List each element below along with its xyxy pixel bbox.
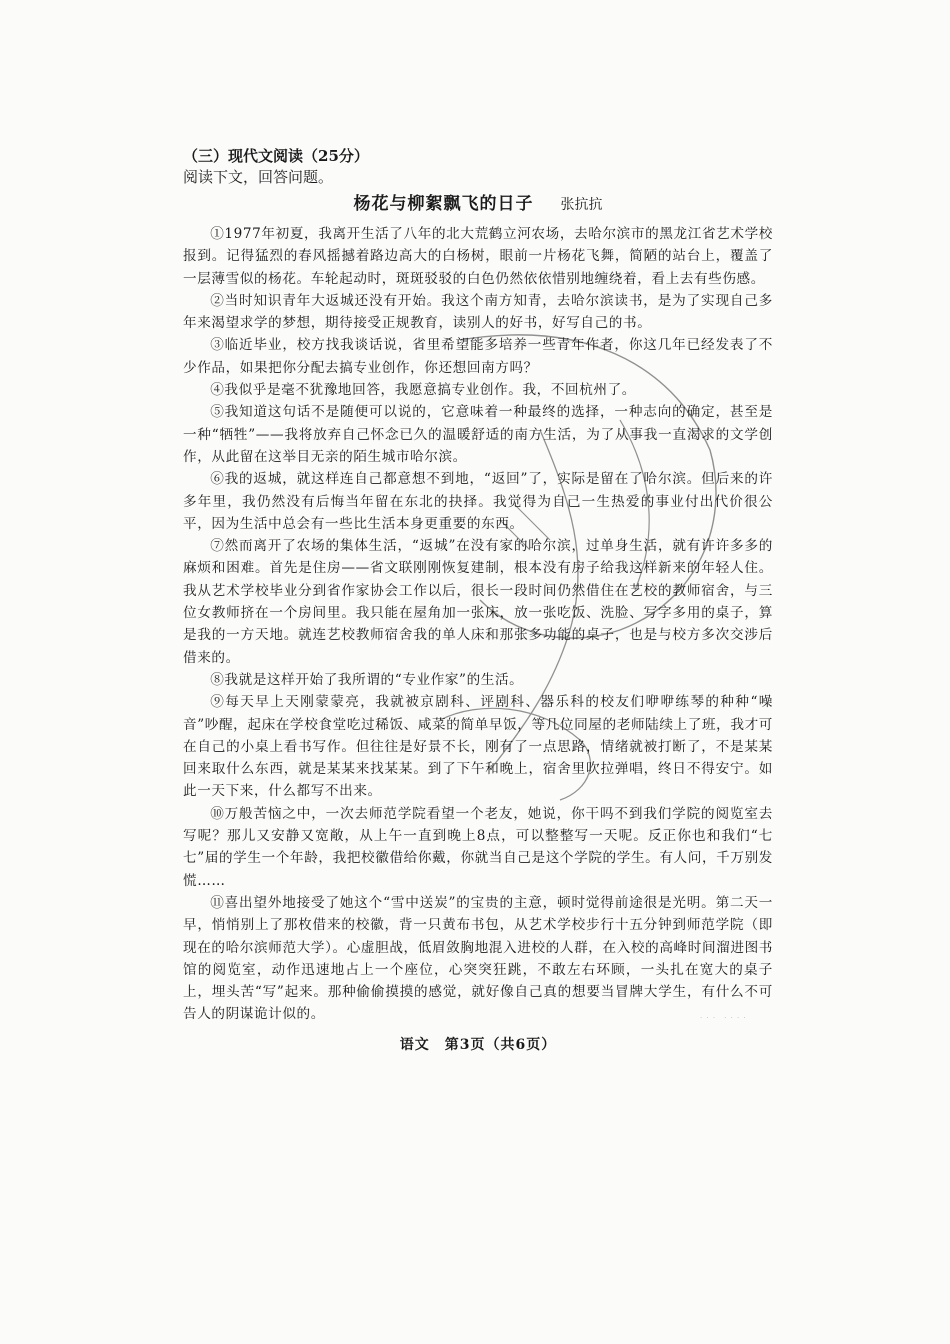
paragraph-2: ②当时知识青年大返城还没有开始。我这个南方知青，去哈尔滨读书，是为了实现自己多年来渴望求学的梦想，期待接受正规教育，读别人的好书，好写自己的书。 — [183, 292, 773, 332]
paragraph-3: ③临近毕业，校方找我谈话说，省里希望能多培养一些青年作者，你这几年已经发表了不少作品，如果把你分配去搞专业创作，你还想回南方吗？ — [183, 337, 773, 376]
paragraph-5: ⑤我知道这句话不是随便可以说的，它意味着一种最终的选择，一种志向的确定，甚至是一种“牺牲”——我将放弃自己怀念已久的温暖舒适的南方生活，为了从事我一直渴求的文学创作，从此留在这举目无亲的陌生城市哈尔滨。 — [183, 404, 773, 465]
paragraph-8: ⑧我就是这样开始了我所谓的“专业作家”的生活。 — [210, 671, 524, 688]
paragraph-9: ⑨每天早上天刚蒙蒙亮，我就被京剧科、评剧科、器乐科的校友们咿咿练琴的种种“噪音”吵醒，起床在学校食堂吃过稀饭、咸菜的简单早饭，等几位同屋的老师陆续上了班，我才可在自己的小桌上看书写作。但往往是好景不长，刚有了一点思路，情绪就被打断了，不是某某回来取什么东西，就是某某来找某某。到了下午和晚上，宿舍里吹拉弹唱，终日不得安宁。如此一天下来，什么都写不出来。 — [183, 694, 773, 800]
article-author: 张抗抗 — [560, 197, 603, 213]
reading-section — [183, 146, 773, 1053]
article-header — [183, 192, 773, 217]
paragraph-1: ①1977年初夏，我离开生活了八年的北大荒鹤立河农场，去哈尔滨市的黑龙江省艺术学校报到。记得猛烈的春风摇撼着路边高大的白杨树，眼前一片杨花飞舞，简陋的站台上，覆盖了一层薄雪似的杨花。车轮起动时，斑斑驳驳的白色仍然依依惜别地缠绕着，看上去有些伤感。 — [183, 226, 773, 287]
article-title: 杨花与柳絮飘飞的日子 — [353, 194, 534, 214]
section-instruction: 阅读下文，回答问题。 — [183, 168, 334, 186]
paragraph-10: ⑩万般苦恼之中，一次去师范学院看望一个老友，她说，你干吗不到我们学院的阅览室去写呢？那儿又安静又宽敞，从上午一直到晚上8点，可以整整写一天呢。反正你也和我们“七七”届的学生一个年龄，我把校徽借给你戴，你就当自己是这个学院的学生。有人问，千万别发慌…… — [183, 805, 773, 889]
paragraph-6: ⑥我的返城，就这样连自己都意想不到地，“返回”了，实际是留在了哈尔滨。但后来的许多年里，我仍然没有后悔当年留在东北的抉择。我觉得为自己一生热爱的事业付出代价很公平，因为生活中总会有一些比生活本身更重要的东西。 — [183, 471, 773, 532]
page-footer: 语文 第3页（共6页） — [399, 1037, 557, 1053]
section-heading: （三）现代文阅读（25分） — [183, 147, 369, 165]
paragraph-4: ④我似乎是毫不犹豫地回答，我愿意搞专业创作。我，不回杭州了。 — [210, 382, 636, 399]
paragraph-7: ⑦然而离开了农场的集体生活，“返城”在没有家的哈尔滨，过单身生活，就有许许多多的麻烦和困难。首先是住房——省文联刚刚恢复建制，根本没有房子给我这样新来的年轻人住。我从艺术学校毕业分到省作家协会工作以后，很长一段时间仍然借住在艺校的教师宿舍，与三位女教师挤在一个房间里。我只能在屋角加一张床，放一张吃饭、洗脸、写字多用的桌子，算是我的一方天地。就连艺校教师宿舍我的单人床和那张多功能的桌子，也是与校方多次交涉后借来的。 — [183, 538, 773, 666]
scan-artifact: · · · · · · · — [700, 1014, 747, 1022]
paragraph-11: ⑪喜出望外地接受了她这个“雪中送炭”的宝贵的主意，顿时觉得前途很是光明。第二天一早，悄悄别上了那枚借来的校徽，背一只黄布书包，从艺术学校步行十五分钟到师范学院（即现在的哈尔滨师范大学）。心虚胆战，低眉敛胸地混入进校的人群，在入校的高峰时间溜进图书馆的阅览室，动作迅速地占上一个座位，心突突狂跳，不敢左右环顾，一头扎在宽大的桌子上，埋头苦“写”起来。那种偷偷摸摸的感觉，就好像自己真的想要当冒牌大学生，有什么不可告人的阴谋诡计似的。 — [183, 894, 773, 1023]
